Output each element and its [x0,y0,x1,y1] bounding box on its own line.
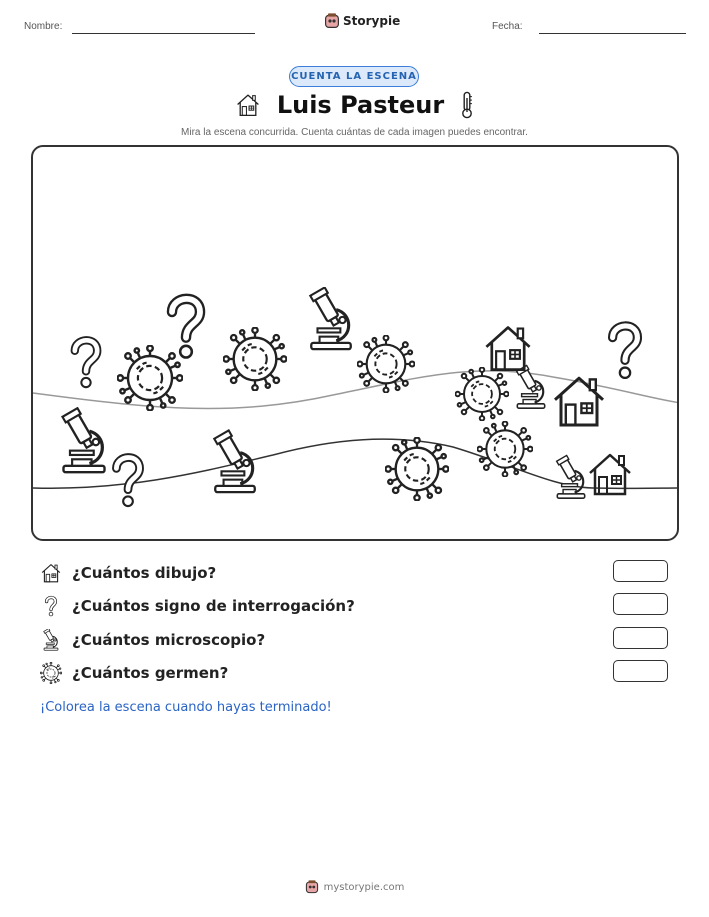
answer-box-question-marks[interactable] [613,593,668,615]
name-label: Nombre: [24,21,63,32]
answer-box-germs[interactable] [613,660,668,682]
question-row-houses [40,562,216,584]
house-icon [555,378,603,425]
title-row [0,90,709,120]
thermometer-icon [460,90,474,120]
germ-icon [40,662,62,684]
instructions: Mira la escena concurrida. Cuenta cuántas de cada imagen puedes encontrar. [181,127,528,138]
question-mark-icon [613,326,638,378]
question-row-question-marks [40,595,355,617]
germ-icon [357,335,414,392]
date-field-line[interactable] [539,33,686,34]
question-mark-icon [172,299,200,358]
microscope-icon [62,408,104,472]
question-text: ¿Cuántos dibujo? [72,564,217,582]
microscope-icon [557,455,585,498]
answer-box-microscopes[interactable] [613,627,668,649]
question-mark-icon [75,340,97,387]
answer-box-houses[interactable] [613,560,668,582]
germ-icon [386,438,449,501]
brand-logo [324,13,400,29]
germ-icon [455,367,508,420]
question-row-microscopes [40,629,265,651]
activity-badge: CUENTA LA ESCENA [289,66,419,87]
scene-frame[interactable] [31,145,679,541]
question-mark-icon [40,595,62,617]
germ-icon [118,346,183,411]
question-mark-icon [116,458,139,507]
storypie-logo-icon [324,13,340,29]
house-icon [486,327,529,369]
germ-icon [477,421,532,476]
color-instruction: ¡Colorea la escena cuando hayas terminado! [40,700,332,715]
house-icon [235,92,261,118]
footer-url: mystorypie.com [323,881,405,893]
date-label: Fecha: [492,21,523,32]
page-title: Luis Pasteur [276,91,445,119]
germ-icon [224,328,287,391]
microscope-icon [214,430,254,492]
question-text: ¿Cuántos germen? [72,664,229,682]
microscope-icon [517,365,545,408]
house-icon [40,562,62,584]
brand-name: Storypie [343,14,401,28]
name-field-line[interactable] [72,33,255,34]
footer [0,880,709,894]
question-text: ¿Cuántos signo de interrogación? [72,597,355,615]
microscope-icon [40,629,62,651]
question-text: ¿Cuántos microscopio? [72,631,266,649]
microscope-icon [310,287,350,349]
storypie-logo-icon [305,880,319,894]
question-row-germs [40,662,228,684]
